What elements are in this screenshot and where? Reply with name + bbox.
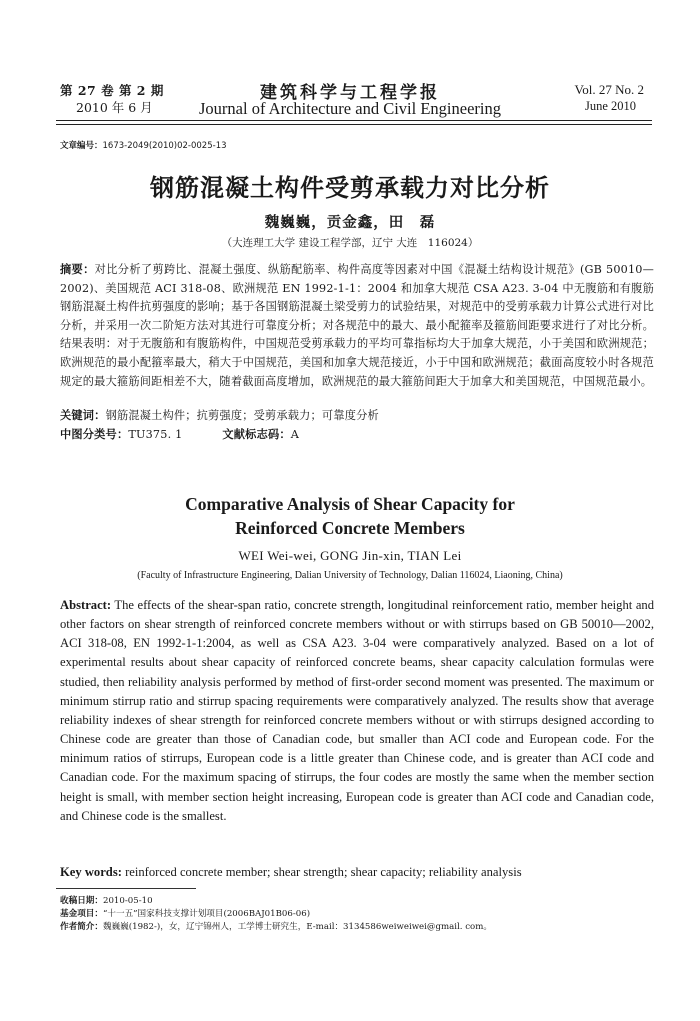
header-rule-thick (56, 120, 652, 121)
keywords-en-label: Key words: (60, 865, 122, 879)
abstract-cn-text: 对比分析了剪跨比、混凝土强度、纵筋配筋率、构件高度等因素对中国《混凝土结构设计规范》(GB 50010—2002)、美国规范 ACI 318-08、欧洲规范 EN 1992-1-1：2004 和加拿大规范 CSA A23. 3-04 中无腹筋和有腹筋钢筋混凝土构件抗剪强度的影响；基于各国钢筋混凝土梁受剪力的试验结果，对规范中的受剪承载力计算公式进行对比分析，并采用一次二阶矩方法对其进行可靠度分析；对各规范中的最大、最小配箍率及箍筋间距要求进行了对比分析。结果表明：对于无腹筋和有腹筋构件，中国规范受剪承载力的平均可靠指标均大于加拿大规范，小于美国和欧洲规范；欧洲规范的最小配箍率最大，稍大于中国规范，美国和加拿大规范接近，小于中国和欧洲规范；截面高度较小时各规范规定的最大箍筋间距相差不大，随着截面高度增加，欧洲规范的最大箍筋间距大于加拿大和美国规范，中国规范最小。 (60, 263, 654, 388)
keywords-cn-text: 钢筋混凝土构件；抗剪强度；受剪承载力；可靠度分析 (105, 409, 379, 422)
footnote-received (60, 895, 153, 908)
received-value: 2010-05-10 (102, 896, 153, 906)
received-label: 收稿日期： (60, 896, 103, 906)
volume-issue-en: Vol. 27 No. 2 (574, 82, 644, 97)
header-rule-thin (56, 124, 652, 125)
footnote-rule (56, 888, 196, 889)
paper-title-en-line2: Reinforced Concrete Members (235, 518, 465, 538)
fund-value: “十一五”国家科技支撑计划项目(2006BAJ01B06-06) (102, 909, 311, 919)
keywords-en (60, 865, 654, 880)
classification-line (60, 426, 654, 445)
abstract-cn-label: 摘要： (60, 263, 95, 276)
abstract-en-label: Abstract: (60, 598, 112, 612)
article-number-value: 1673-2049(2010)02-0025-13 (102, 141, 227, 151)
footnote-fund (60, 908, 310, 921)
class-number-label: 中图分类号： (60, 428, 129, 441)
author-bio-value: 魏巍巍(1982-)，女，辽宁锦州人，工学博士研究生，E-mail：3134586weiweiwei@gmail. com。 (102, 922, 492, 932)
paper-title-en (0, 492, 700, 540)
article-number-label: 文章编号： (60, 141, 103, 151)
journal-title-en: Journal of Architecture and Civil Engineering (199, 99, 501, 118)
abstract-en-text: The effects of the shear-span ratio, concrete strength, longitudinal reinforcement ratio, member height and other factors on shear strength of reinforced concrete members without or with stirrups based on GB 50010—2002, ACI 318-08, EN 1992-1-1:2004, as well as CSA A23. 3-04 were comparatively analyzed. Based on a lot of experimental results about shear capacity of reinforced concrete beams, shear capacity calculation formulas were studied, then reliability analysis performed by method of first-order second moment was presented. The maximum or minimum stirrup ratio and stirrup spacing requirements were comparatively analyzed. The results show that average reliability indexes of shear strength for reinforced concrete members without or with stirrups designed according to Chinese code are greater than those of Canadian code, but smaller than ACI code and European code. For the minimum ratios of stirrups, European code is a little greater than Chinese code, and is greater than ACI code and Canadian code. For the maximum spacing of stirrups, the four codes are mostly the same when the member section height is small, with member section height increasing, European code is greater than ACI code and Canadian code, and Chinese code is the smallest. (60, 598, 654, 823)
paper-title-en-line1: Comparative Analysis of Shear Capacity for (185, 494, 515, 514)
doc-code-label: 文献标志码： (222, 428, 291, 441)
journal-title-cn: 建筑科学与工程学报 (260, 83, 440, 103)
abstract-en (60, 596, 654, 826)
keywords-cn-label: 关键词： (60, 409, 106, 422)
footnote-author (60, 921, 492, 934)
keywords-en-text: reinforced concrete member; shear strength; shear capacity; reliability analysis (121, 865, 522, 879)
author-bio-label: 作者简介： (60, 922, 103, 932)
keywords-cn (60, 407, 654, 426)
doc-code-value: A (290, 428, 300, 441)
authors-en: WEI Wei-wei, GONG Jin-xin, TIAN Lei (238, 548, 462, 563)
class-number-value: TU375. 1 (128, 428, 183, 441)
affiliation-cn: （大连理工大学 建设工程学部，辽宁 大连 116024） (221, 237, 479, 249)
abstract-cn (60, 261, 654, 391)
date-en: June 2010 (584, 99, 636, 113)
article-number (60, 139, 227, 151)
affiliation-en: (Faculty of Infrastructure Engineering, Dalian University of Technology, Dalian 116024, Liaoning, China) (137, 570, 563, 581)
authors-cn: 魏巍巍，贡金鑫，田 磊 (264, 214, 436, 231)
date-cn: 2010 年 6 月 (76, 100, 153, 115)
fund-label: 基金项目： (60, 909, 103, 919)
volume-issue-cn: 第 27 卷 第 2 期 (60, 83, 164, 98)
paper-title-cn: 钢筋混凝土构件受剪承载力对比分析 (150, 174, 550, 202)
